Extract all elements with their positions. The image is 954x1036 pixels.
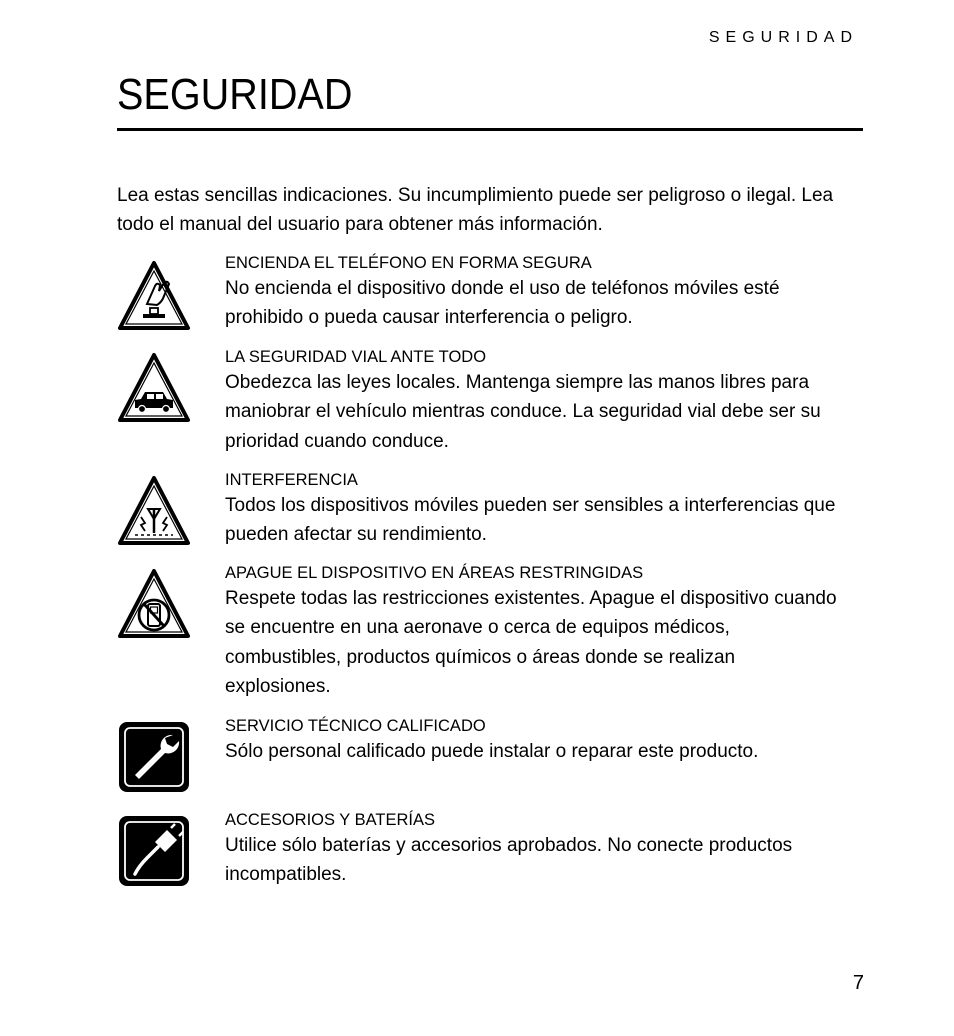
rule-heading: INTERFERENCIA: [225, 471, 358, 489]
running-header: SEGURIDAD: [708, 29, 858, 46]
rule-body: Todos los dispositivos móviles pueden ser sensibles a interferencias que pueden afectar su rendimiento.: [225, 495, 836, 546]
title-rule: [117, 128, 863, 131]
rule-body: Sólo personal calificado puede instalar o reparar este producto.: [225, 741, 759, 762]
rule-body: No encienda el dispositivo donde el uso de teléfonos móviles esté prohibido o pueda causar interferencia o peligro.: [225, 278, 780, 329]
rule-body: Obedezca las leyes locales. Mantenga siempre las manos libres para maniobrar el vehículo mientras conduce. La seguridad vial debe ser su prioridad cuando conduce.: [225, 372, 821, 452]
page-number: 7: [852, 972, 864, 994]
hand-switch-warning-icon: [117, 258, 191, 332]
rule-body: Utilice sólo baterías y accesorios aprobados. No conecte productos incompatibles.: [225, 835, 793, 886]
rule-heading: APAGUE EL DISPOSITIVO EN ÁREAS RESTRINGIDAS: [225, 564, 644, 582]
wrench-icon: [117, 720, 191, 794]
rule-body: Respete todas las restricciones existentes. Apague el dispositivo cuando se encuentre en una aeronave o cerca de equipos médicos, combustibles, productos químicos o áreas donde se realizan explosiones.: [225, 588, 837, 697]
no-phone-warning-icon: [117, 566, 191, 640]
car-warning-icon: [117, 350, 191, 424]
charger-plug-icon: [117, 814, 191, 888]
rule-heading: LA SEGURIDAD VIAL ANTE TODO: [225, 348, 487, 366]
rule-heading: SERVICIO TÉCNICO CALIFICADO: [225, 717, 486, 735]
page-title: SEGURIDAD: [117, 70, 353, 119]
antenna-interference-warning-icon: [117, 473, 191, 547]
rule-heading: ACCESORIOS Y BATERÍAS: [225, 811, 435, 829]
intro-paragraph: Lea estas sencillas indicaciones. Su incumplimiento puede ser peligroso o ilegal. Lea todo el manual del usuario para obtener más información.: [117, 185, 834, 235]
rule-heading: ENCIENDA EL TELÉFONO EN FORMA SEGURA: [225, 254, 592, 272]
